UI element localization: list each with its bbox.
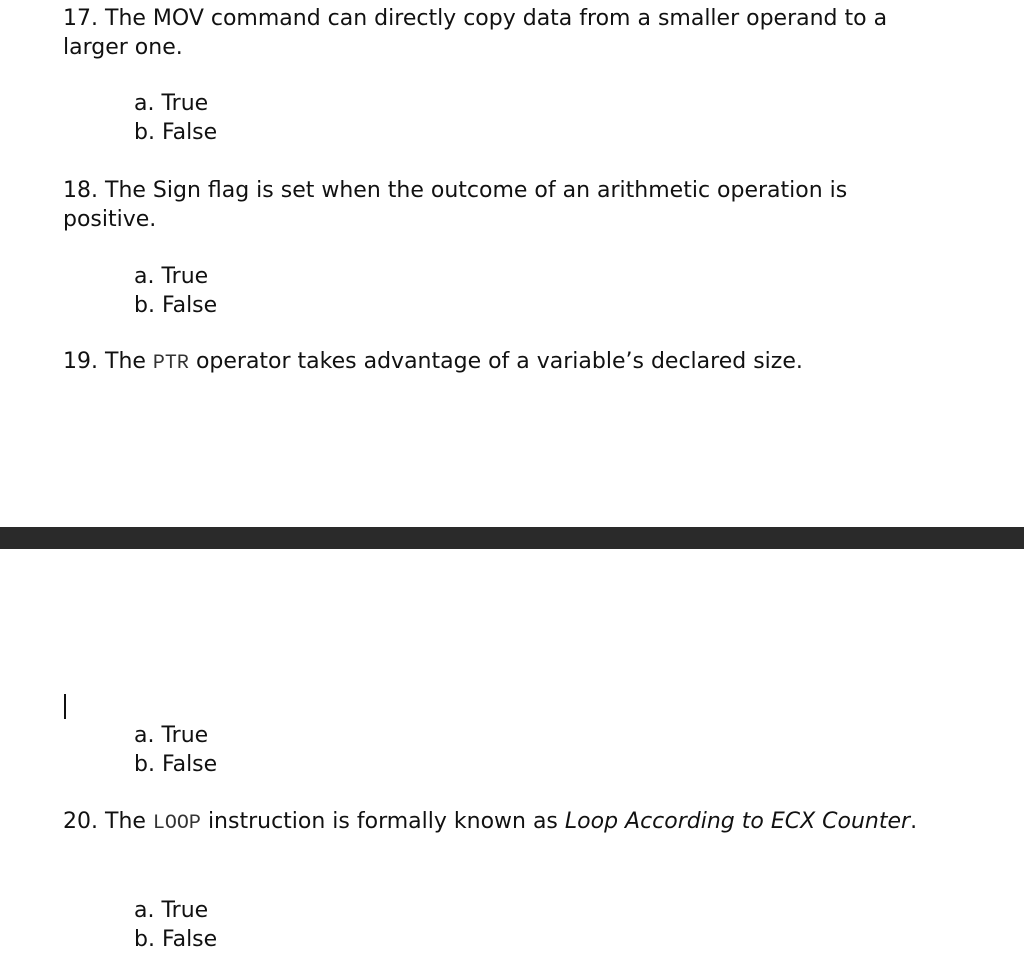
text-cursor bbox=[64, 694, 66, 719]
question-19-text: operator takes advantage of a variable’s declared size. bbox=[195, 349, 803, 374]
question-17-number: 17. bbox=[63, 6, 98, 31]
option-false[interactable]: b. False bbox=[134, 752, 218, 777]
option-false[interactable]: b. False bbox=[134, 293, 218, 318]
option-false[interactable]: b. False bbox=[134, 927, 218, 952]
option-true[interactable]: a. True bbox=[134, 898, 209, 923]
question-17-options bbox=[134, 89, 217, 147]
page-divider bbox=[0, 527, 1024, 549]
option-false[interactable]: b. False bbox=[134, 120, 218, 145]
question-18 bbox=[63, 176, 943, 234]
question-20-text: instruction is formally known as bbox=[207, 809, 558, 834]
question-20-number: 20. bbox=[63, 809, 98, 834]
question-17-text: The MOV command can directly copy data from a smaller operand to a larger one. bbox=[63, 6, 888, 60]
option-true[interactable]: a. True bbox=[134, 723, 209, 748]
question-19-number: 19. bbox=[63, 349, 98, 374]
question-19-prefix: The bbox=[105, 349, 146, 374]
question-18-text: The Sign flag is set when the outcome of an arithmetic operation is positive. bbox=[63, 178, 848, 232]
question-17 bbox=[63, 4, 943, 62]
question-19 bbox=[63, 347, 943, 378]
question-18-number: 18. bbox=[63, 178, 98, 203]
question-20-end: . bbox=[910, 809, 918, 834]
question-20 bbox=[63, 807, 943, 838]
loop-code: LOOP bbox=[152, 812, 201, 835]
ptr-code: PTR bbox=[152, 352, 189, 375]
option-true[interactable]: a. True bbox=[134, 264, 209, 289]
option-true[interactable]: a. True bbox=[134, 91, 209, 116]
question-19-options bbox=[134, 721, 217, 779]
question-20-prefix: The bbox=[105, 809, 146, 834]
question-20-italic-term: Loop According to ECX Counter bbox=[564, 809, 911, 834]
question-20-options bbox=[134, 896, 217, 954]
question-18-options bbox=[134, 262, 217, 320]
